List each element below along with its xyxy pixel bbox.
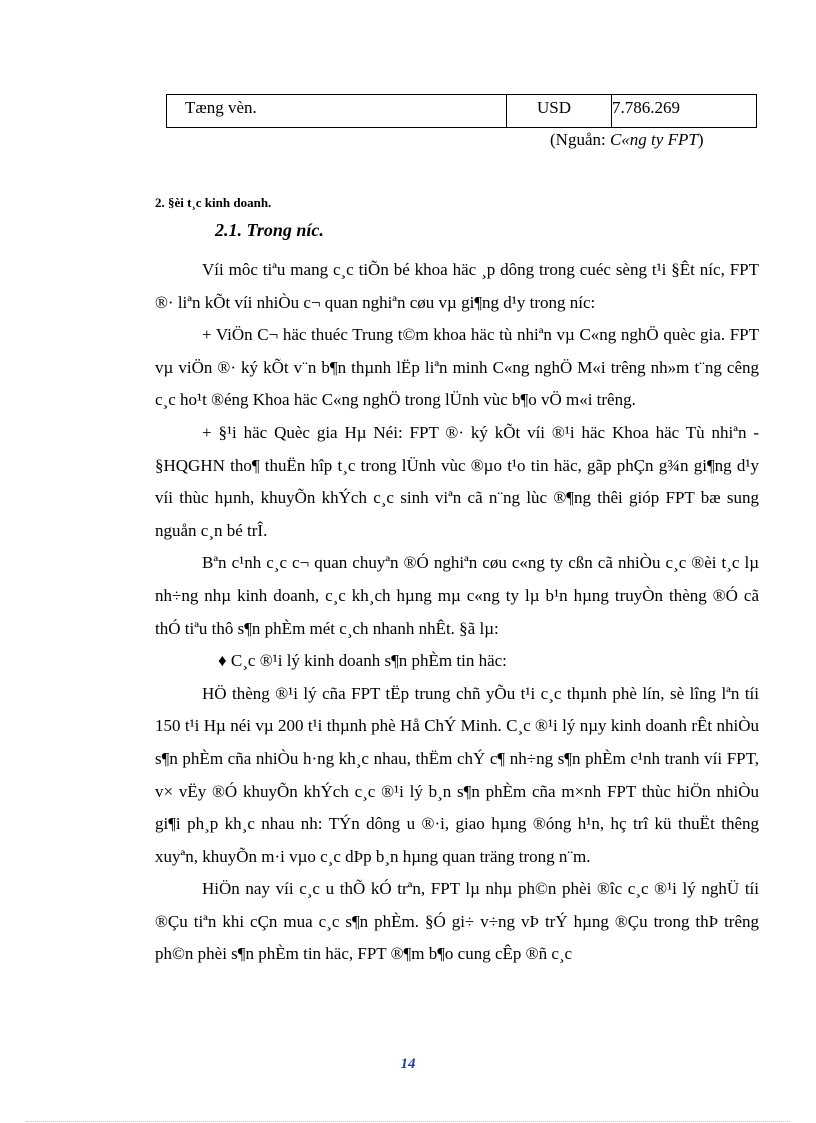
source-note [550, 130, 703, 150]
page-number: 14 [400, 1056, 416, 1072]
table-cell-unit [507, 95, 612, 127]
capital-table [166, 94, 757, 128]
capital-value: 7.786.269 [612, 98, 680, 117]
total-capital-label: Tæng vèn. [185, 98, 257, 117]
subsection-heading: 2.1. Trong níc. [215, 220, 324, 240]
paragraph: HiÖn nay víi c¸c u thÕ kÓ trªn, FPT lµ nhµ ph©n phèi ®îc c¸c ®¹i lý nghÜ tíi ®Çu tiªn khi cÇn mua c¸c s¶n phÈm. §Ó gi÷ v÷ng vÞ trÝ hµng ®Çu trong thÞ trêng ph©n phèi s¶n phÈm tin häc, FPT ®¶m b¶o cung cÊp ®ñ c¸c [155, 879, 759, 964]
source-prefix: (Nguån: [550, 130, 606, 149]
table-cell-value [612, 95, 756, 127]
paragraph: + ViÖn C¬ häc thuéc Trung t©m khoa häc tù nhiªn vµ C«ng nghÖ quèc gia. FPT vµ viÖn ®· ký kÕt v¨n b¶n thµnh lËp liªn minh C«ng nghÖ M«i trêng nh»m t¨ng cêng c¸c ho¹t ®éng Khoa häc C«ng nghÖ trong lÜnh vùc b¶o vÖ m«i trêng. [155, 325, 759, 410]
paragraph: HÖ thèng ®¹i lý cña FPT tËp trung chñ yÕu t¹i c¸c thµnh phè lín, sè lîng lªn tíi 150 t¹i Hµ néi vµ 200 t¹i thµnh phè Hå ChÝ Minh. C¸c ®¹i lý nµy kinh doanh rÊt nhiÒu s¶n phÈm cña nhiÒu h·ng kh¸c nhau, thËm chÝ c¶ nh÷ng s¶n phÈm c¹nh tranh víi FPT, v× vËy ®Ó khuyÕn khÝch c¸c ®¹i lý b¸n s¶n phÈm cña m×nh FPT thùc hiÖn nhiÒu gi¶i ph¸p kh¸c nhau nh: TÝn dông u ®·i, giao hµng ®óng h¹n, hç trî kü thuËt thêng xuyªn, khuyÕn m·i vµo c¸c dÞp b¸n hµng quan träng trong n¨m. [155, 683, 759, 866]
body-text [155, 254, 759, 971]
paragraph: + §¹i häc Quèc gia Hµ Néi: FPT ®· ký kÕt víi ®¹i häc Khoa häc Tù nhiªn - §HQGHN tho¶ thuËn hîp t¸c trong lÜnh vùc ®µo t¹o tin häc, gãp phÇn g¾n gi¶ng d¹y víi thùc hµnh, khuyÕn khÝch c¸c sinh viªn cã n¨ng lùc ®¶ng thêi gióp FPT bæ sung nguån c¸n bé trÎ. [155, 422, 759, 540]
paragraph: ♦ C¸c ®¹i lý kinh doanh s¶n phÈm tin häc: [218, 651, 507, 671]
table-cell-label [167, 95, 507, 127]
paragraph: Víi môc tiªu mang c¸c tiÕn bé khoa häc ¸p dông trong cuéc sèng t¹i §Êt níc, FPT ®· liªn kÕt víi nhiÒu c¬ quan nghiªn cøu vµ gi¶ng d¹y trong níc: [155, 260, 759, 312]
currency-unit: USD [537, 98, 572, 117]
page-break-rule [26, 1121, 790, 1122]
source-suffix: ) [697, 130, 704, 149]
paragraph: Bªn c¹nh c¸c c¬ quan chuyªn ®Ó nghiªn cøu c«ng ty cßn cã nhiÒu c¸c ®èi t¸c lµ nh÷ng nhµ kinh doanh, c¸c kh¸ch hµng mµ c«ng ty lµ b¹n hµng truyÒn thèng ®Ó cã thÓ tiªu thô s¶n phÈm mét c¸ch nhanh nhÊt. §ã lµ: [155, 553, 759, 638]
section-heading: 2. §èi t¸c kinh doanh. [155, 195, 272, 210]
source-name: C«ng ty FPT [609, 130, 698, 149]
